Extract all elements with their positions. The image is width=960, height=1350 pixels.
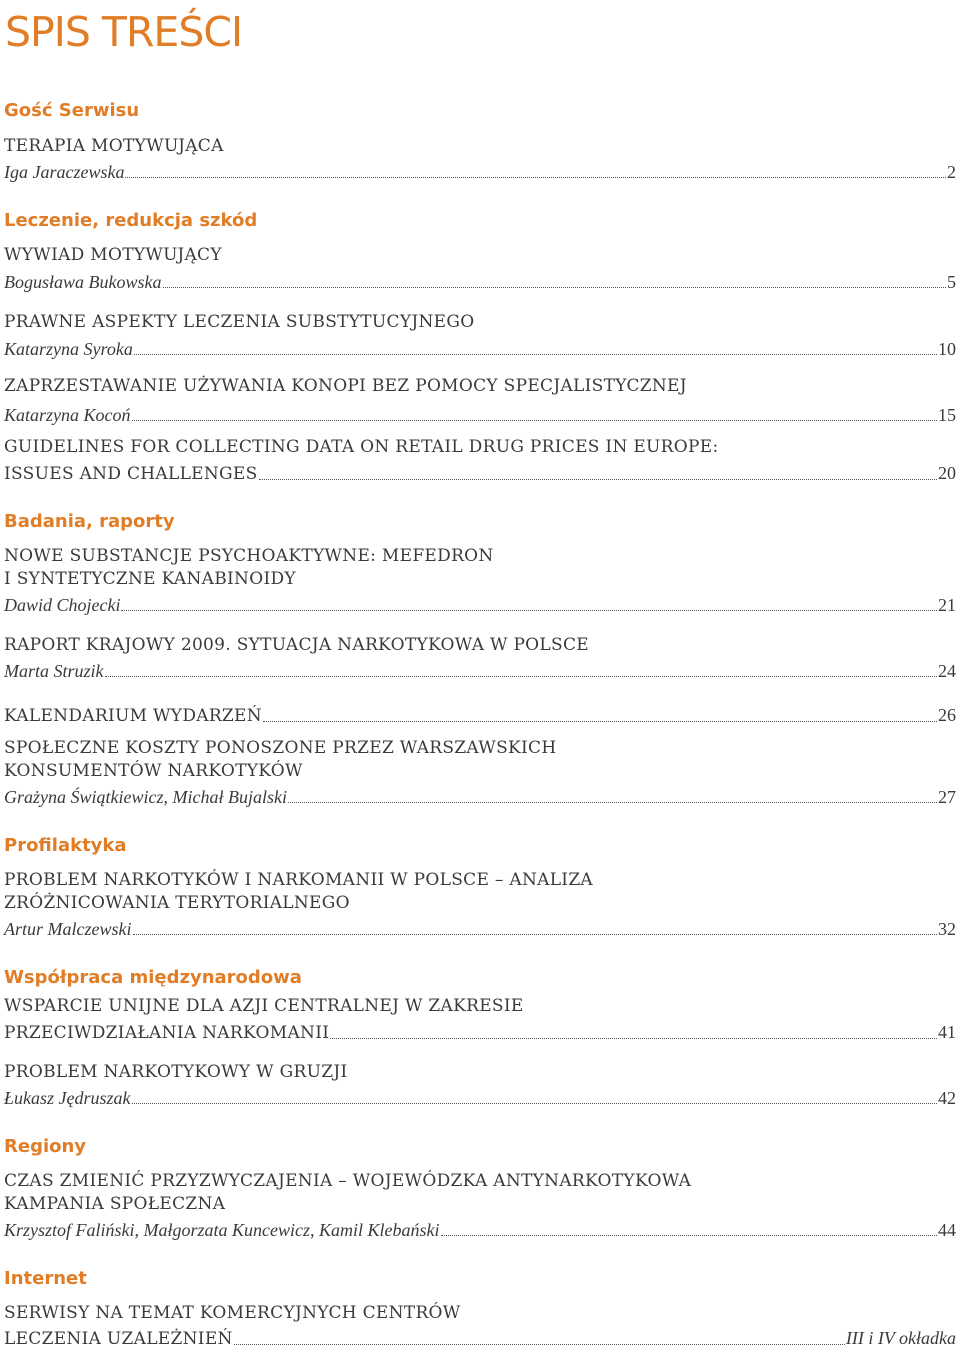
toc-entry-line[interactable] bbox=[4, 1021, 956, 1044]
entry-author: Bogusława Bukowska bbox=[4, 272, 162, 292]
toc-entry-line[interactable] bbox=[4, 660, 956, 682]
entry-title: WYWIAD MOTYWUJĄCY bbox=[4, 245, 222, 265]
dot-leader bbox=[441, 1235, 938, 1236]
entry-title: PROBLEM NARKOTYKÓW I NARKOMANII W POLSCE – ANALIZA bbox=[4, 870, 594, 890]
toc-entry-line[interactable] bbox=[4, 404, 956, 426]
entry-title: NOWE SUBSTANCJE PSYCHOAKTYWNE: MEFEDRON bbox=[4, 546, 494, 566]
page-number: 32 bbox=[938, 919, 956, 939]
page-number: 42 bbox=[938, 1088, 956, 1108]
entry-title: RAPORT KRAJOWY 2009. SYTUACJA NARKOTYKOWA W POLSCE bbox=[4, 635, 589, 655]
toc-entry-line[interactable] bbox=[4, 1087, 956, 1109]
page-number: 21 bbox=[938, 595, 956, 615]
dot-leader bbox=[234, 1344, 845, 1345]
entry-author: Marta Struzik bbox=[4, 661, 104, 681]
entry-title-last-line: ISSUES AND CHALLENGES bbox=[4, 464, 258, 484]
section-heading: Leczenie, redukcja szkód bbox=[4, 210, 258, 231]
entry-title: I SYNTETYCZNE KANABINOIDY bbox=[4, 569, 296, 589]
toc-entry-line[interactable] bbox=[4, 704, 956, 727]
dot-leader bbox=[288, 802, 937, 803]
toc-entry-line[interactable] bbox=[4, 462, 956, 485]
section-heading: Współpraca międzynarodowa bbox=[4, 967, 302, 988]
page-number: 24 bbox=[938, 661, 956, 681]
page-number: 41 bbox=[938, 1022, 956, 1042]
entry-title: KAMPANIA SPOŁECZNA bbox=[4, 1194, 226, 1214]
dot-leader bbox=[121, 610, 937, 611]
dot-leader bbox=[105, 676, 937, 677]
section-heading: Regiony bbox=[4, 1136, 87, 1157]
entry-title-last-line: PRZECIWDZIAŁANIA NARKOMANII bbox=[4, 1023, 330, 1043]
dot-leader bbox=[263, 721, 937, 722]
toc-entry-line[interactable] bbox=[4, 338, 956, 360]
page-number: III i IV okładka bbox=[845, 1328, 956, 1348]
dot-leader bbox=[133, 934, 938, 935]
entry-title: SPOŁECZNE KOSZTY PONOSZONE PRZEZ WARSZAWSKICH bbox=[4, 738, 557, 758]
entry-author: Krzysztof Faliński, Małgorzata Kuncewicz, Kamil Klebański bbox=[4, 1220, 440, 1240]
entry-title: KONSUMENTÓW NARKOTYKÓW bbox=[4, 761, 303, 781]
toc-entry-line[interactable] bbox=[4, 594, 956, 616]
entry-title: TERAPIA MOTYWUJĄCA bbox=[4, 136, 224, 156]
entry-title: ZAPRZESTAWANIE UŻYWANIA KONOPI BEZ POMOCY SPECJALISTYCZNEJ bbox=[4, 376, 687, 396]
dot-leader bbox=[132, 420, 937, 421]
dot-leader bbox=[134, 354, 937, 355]
dot-leader bbox=[259, 479, 937, 480]
entry-title-last-line: LECZENIA UZALEŻNIEŃ bbox=[4, 1329, 233, 1349]
dot-leader bbox=[330, 1038, 937, 1039]
section-heading: Gość Serwisu bbox=[4, 100, 140, 121]
entry-author: Dawid Chojecki bbox=[4, 595, 121, 615]
entry-author: Katarzyna Syroka bbox=[4, 339, 133, 359]
page-number: 26 bbox=[938, 705, 956, 725]
dot-leader bbox=[125, 177, 946, 178]
entry-title: CZAS ZMIENIĆ PRZYZWYCZAJENIA – WOJEWÓDZKA ANTYNARKOTYKOWA bbox=[4, 1171, 692, 1191]
section-heading: Internet bbox=[4, 1268, 87, 1289]
entry-author: Katarzyna Kocoń bbox=[4, 405, 131, 425]
page-number: 2 bbox=[947, 162, 956, 182]
section-heading: Badania, raporty bbox=[4, 511, 175, 532]
toc-entry-line[interactable] bbox=[4, 1327, 956, 1350]
page-number: 44 bbox=[938, 1220, 956, 1240]
entry-author: Grażyna Świątkiewicz, Michał Bujalski bbox=[4, 787, 287, 807]
page-number: 10 bbox=[938, 339, 956, 359]
section-heading: Profilaktyka bbox=[4, 835, 127, 856]
entry-title: GUIDELINES FOR COLLECTING DATA ON RETAIL DRUG PRICES IN EUROPE: bbox=[4, 437, 719, 457]
entry-author: Łukasz Jędruszak bbox=[4, 1088, 131, 1108]
page-number: 5 bbox=[947, 272, 956, 292]
page-number: 20 bbox=[938, 463, 956, 483]
entry-title: WSPARCIE UNIJNE DLA AZJI CENTRALNEJ W ZAKRESIE bbox=[4, 996, 524, 1016]
dot-leader bbox=[163, 287, 947, 288]
toc-entry-line[interactable] bbox=[4, 918, 956, 940]
toc-entry-line[interactable] bbox=[4, 161, 956, 183]
toc-entry-line[interactable] bbox=[4, 786, 956, 808]
entry-title: KALENDARIUM WYDARZEŃ bbox=[4, 706, 262, 726]
entry-title: PROBLEM NARKOTYKOWY W GRUZJI bbox=[4, 1062, 348, 1082]
dot-leader bbox=[132, 1103, 938, 1104]
page-title: SPIS TREŚCI bbox=[5, 8, 243, 56]
page-number: 27 bbox=[938, 787, 956, 807]
entry-title: ZRÓŻNICOWANIA TERYTORIALNEGO bbox=[4, 893, 350, 913]
page-number: 15 bbox=[938, 405, 956, 425]
entry-title: PRAWNE ASPEKTY LECZENIA SUBSTYTUCYJNEGO bbox=[4, 312, 475, 332]
toc-entry-line[interactable] bbox=[4, 271, 956, 293]
toc-entry-line[interactable] bbox=[4, 1219, 956, 1241]
entry-author: Iga Jaraczewska bbox=[4, 162, 125, 182]
entry-title: SERWISY NA TEMAT KOMERCYJNYCH CENTRÓW bbox=[4, 1303, 461, 1323]
entry-author: Artur Malczewski bbox=[4, 919, 132, 939]
